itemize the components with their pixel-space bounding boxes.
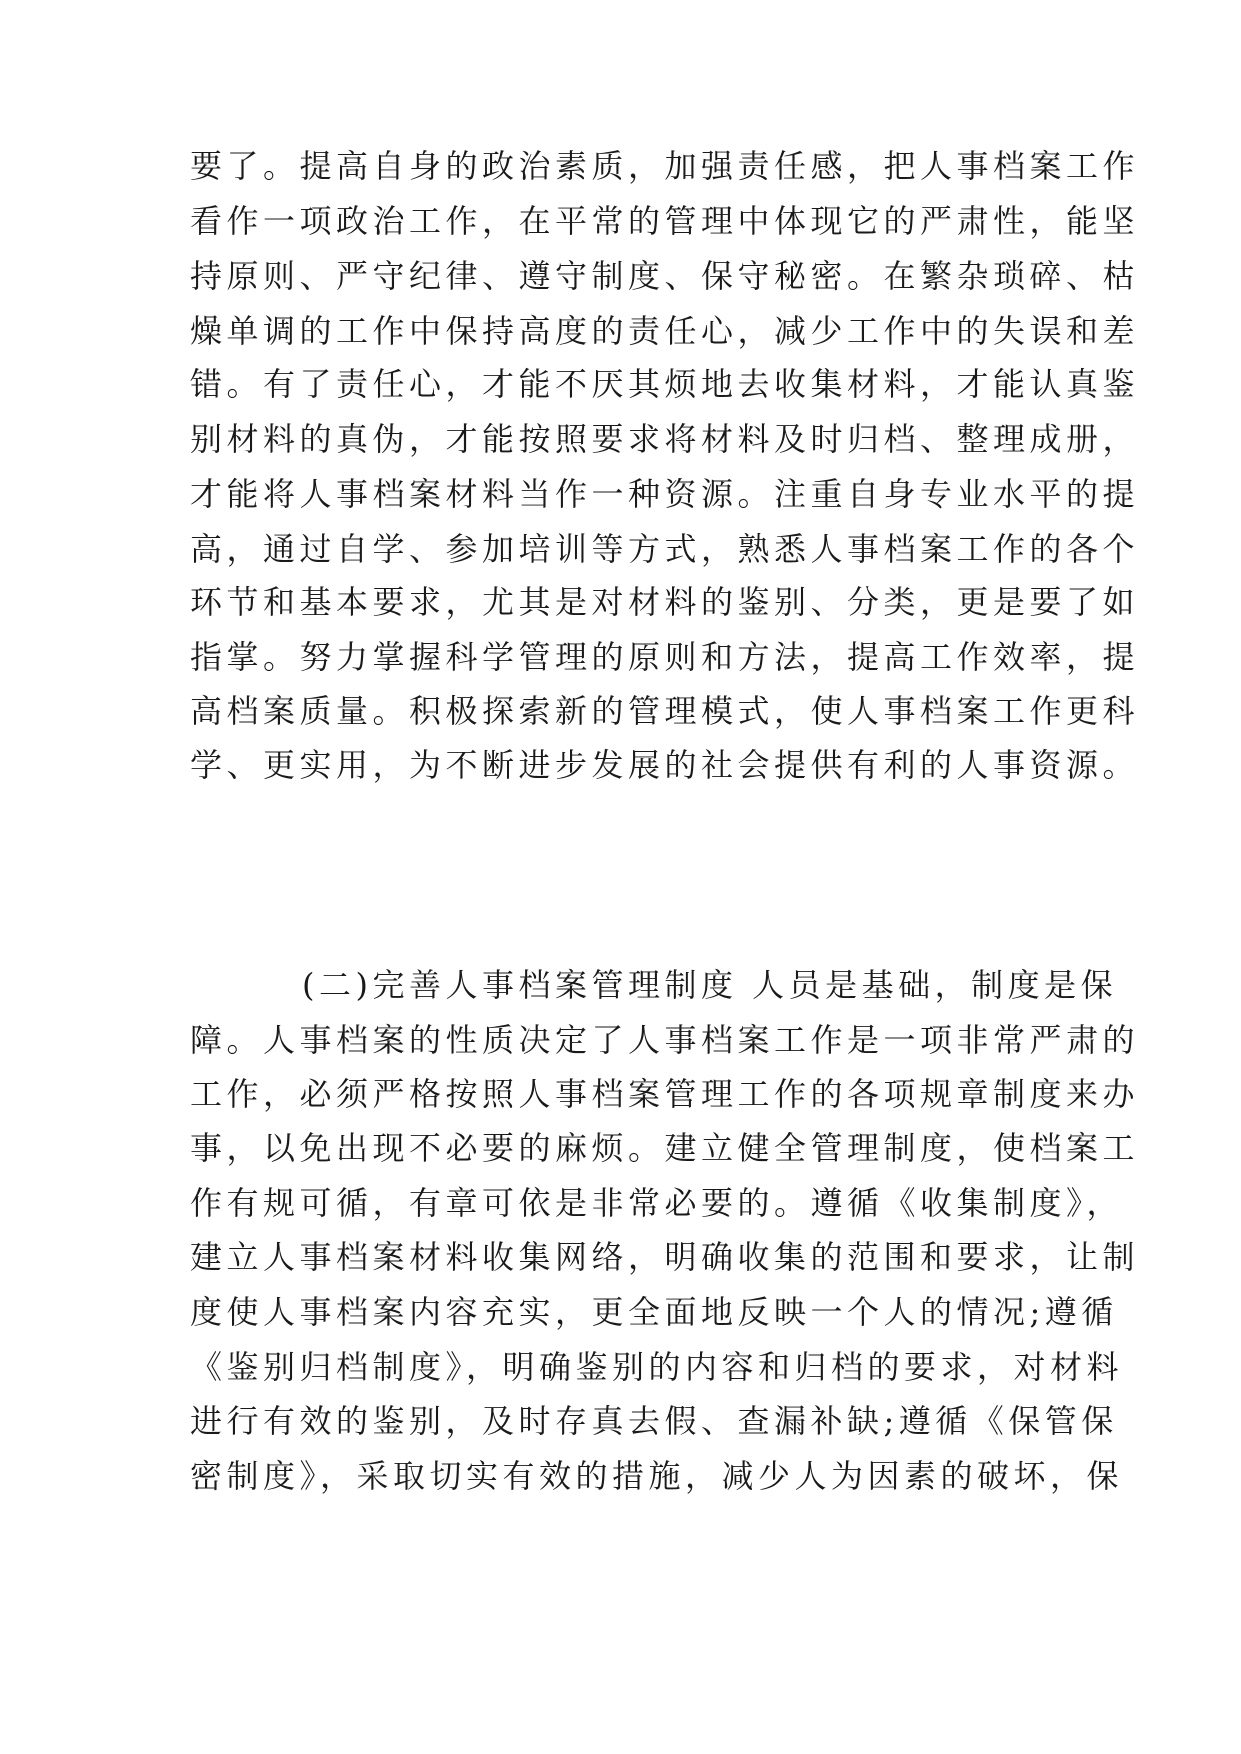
- text-line: 错。有了责任心，才能不厌其烦地去收集材料，才能认真鉴: [190, 365, 1140, 403]
- text-line: 度使人事档案内容充实，更全面地反映一个人的情况;遵循: [190, 1293, 1118, 1331]
- text-line: 建立人事档案材料收集网络，明确收集的范围和要求，让制: [190, 1238, 1140, 1276]
- text-line: 高，通过自学、参加培训等方式，熟悉人事档案工作的各个: [190, 530, 1140, 568]
- text-line: 高档案质量。积极探索新的管理模式，使人事档案工作更科: [190, 692, 1140, 730]
- text-line: 作有规可循，有章可依是非常必要的。遵循《收集制度》，: [190, 1184, 1124, 1222]
- text-line: 才能将人事档案材料当作一种资源。注重自身专业水平的提: [190, 475, 1140, 513]
- text-line: 看作一项政治工作，在平常的管理中体现它的严肃性，能坚: [190, 202, 1140, 240]
- text-line: 障。人事档案的性质决定了人事档案工作是一项非常严肃的: [190, 1021, 1140, 1059]
- text-line: 学、更实用，为不断进步发展的社会提供有利的人事资源。: [190, 746, 1140, 784]
- text-line: 要了。提高自身的政治素质，加强责任感，把人事档案工作: [190, 147, 1140, 185]
- text-line: 环节和基本要求，尤其是对材料的鉴别、分类，更是要了如: [190, 583, 1140, 621]
- text-line: 燥单调的工作中保持高度的责任心，减少工作中的失误和差: [190, 312, 1140, 350]
- text-line: 工作，必须严格按照人事档案管理工作的各项规章制度来办: [190, 1075, 1140, 1113]
- text-line: 进行有效的鉴别，及时存真去假、查漏补缺;遵循《保管保: [190, 1402, 1118, 1440]
- text-line: 《鉴别归档制度》，明确鉴别的内容和归档的要求，对材料: [190, 1348, 1124, 1386]
- text-line: 指掌。努力掌握科学管理的原则和方法，提高工作效率，提: [190, 638, 1140, 676]
- text-line: 密制度》，采取切实有效的措施，减少人为因素的破坏，保: [190, 1457, 1124, 1495]
- text-line: 事，以免出现不必要的麻烦。建立健全管理制度，使档案工: [190, 1129, 1140, 1167]
- text-line: 持原则、严守纪律、遵守制度、保守秘密。在繁杂琐碎、枯: [190, 257, 1140, 295]
- text-line: 别材料的真伪，才能按照要求将材料及时归档、整理成册，: [190, 420, 1140, 458]
- section-heading-line: (二)完善人事档案管理制度 人员是基础，制度是保: [302, 966, 1118, 1004]
